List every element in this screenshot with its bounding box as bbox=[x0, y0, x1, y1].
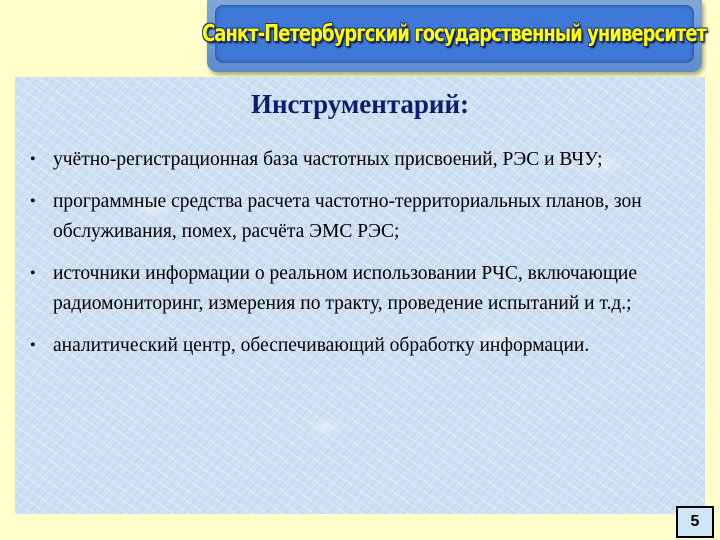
slide-title: Инструментарий: bbox=[250, 89, 470, 119]
bullet-item bbox=[27, 331, 707, 361]
bullet-icon: • bbox=[30, 193, 36, 210]
bullet-text: учётно-регистрационная база частотных присвоений, РЭС и ВЧУ; bbox=[53, 149, 603, 170]
bullet-item bbox=[27, 259, 707, 319]
university-banner bbox=[202, 0, 707, 72]
bullet-icon: • bbox=[30, 337, 36, 354]
bullet-text: аналитический центр, обеспечивающий обработку информации. bbox=[53, 335, 590, 356]
bullet-text: программные средства расчета частотно-территориальных планов, зон обслуживания, помех, расчёта ЭМС РЭС; bbox=[53, 191, 642, 242]
content-panel bbox=[15, 77, 705, 514]
bullet-icon: • bbox=[30, 265, 36, 282]
bullet-icon: • bbox=[30, 151, 36, 168]
bullet-item bbox=[27, 187, 707, 247]
bullet-item bbox=[27, 145, 707, 175]
bullet-list bbox=[27, 145, 707, 373]
page-number: 5 bbox=[676, 506, 714, 538]
university-banner-inner bbox=[202, 5, 707, 63]
university-name: Санкт-Петербургский государственный университет bbox=[202, 21, 707, 47]
bullet-text: источники информации о реальном использовании РЧС, включающие радиомониторинг, измерения по тракту, проведение испытаний и т.д.; bbox=[53, 263, 637, 314]
